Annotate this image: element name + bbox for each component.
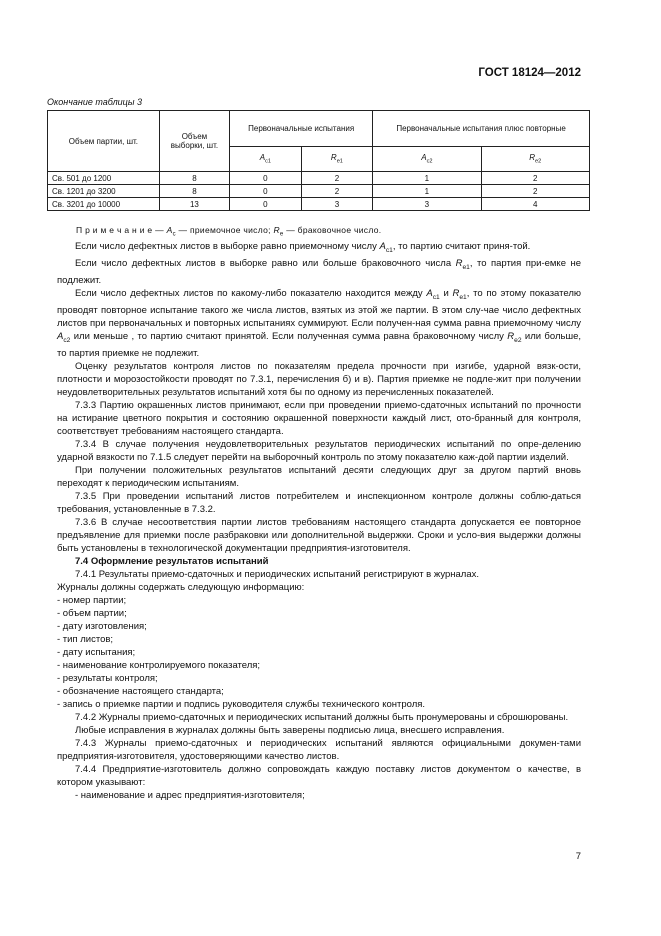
list-item: - тип листов;	[57, 633, 114, 645]
list-item: - обозначение настоящего стандарта;	[57, 685, 224, 697]
table-caption: Окончание таблицы 3	[47, 97, 142, 107]
paragraph: 7.4.4 Предприятие-изготовитель должно сопровождать каждую поставку листов документом о качестве, в котором указывают:	[57, 763, 581, 788]
list-item: - наименование и адрес предприятия-изготовителя;	[75, 789, 305, 801]
paragraph: Любые исправления в журналах должны быть заверены подписью лица, внесшего исправления.	[75, 724, 505, 736]
sub-header-ac1: $A_{c1}$	[230, 147, 302, 172]
list-item: - наименование контролируемого показателя;	[57, 659, 261, 671]
paragraph: 7.4.2 Журналы приемо-сдаточных и периодических испытаний должны быть пронумерованы и сброшюрованы.	[75, 711, 569, 723]
col-header-lot-volume: Объем партии, шт.	[48, 111, 160, 172]
table-row: Св. 501 до 1200 8 0 2 1 2	[48, 172, 590, 185]
body-text	[57, 240, 581, 802]
col-header-sample-volume: Объем выборки, шт.	[159, 111, 229, 172]
paragraph: 7.3.4 В случае получения неудовлетворительных результатов периодических испытаний по опре-делению ударной вязкости по 7.1.5 следует перейти на выборочный контроль по этому показателю каж-дой партии изделий.	[57, 438, 581, 463]
paragraph: Если число дефектных листов в выборке равно или больше браковочного числа $R_{e1}$, то партия при-емке не подлежит.	[57, 257, 581, 286]
document-code: ГОСТ 18124—2012	[478, 67, 581, 79]
col-header-initial: Первоначальные испытания	[230, 111, 373, 147]
paragraph: 7.4.1 Результаты приемо-сдаточных и периодических испытаний регистрируют в журналах.	[75, 568, 480, 580]
paragraph: Если число дефектных листов в выборке равно приемочному числу $A_{c1}$, то партию считают приня-той.	[75, 241, 531, 254]
section-heading: 7.4 Оформление результатов испытаний	[75, 555, 269, 567]
sub-header-re1: $R_{e1}$	[301, 147, 373, 172]
paragraph: Журналы должны содержать следующую информацию:	[57, 581, 305, 593]
table-note: П р и м е ч а н и е — $A_c$ — приемочное число; $R_e$ — браковочное число.	[76, 225, 382, 238]
table-row: Св. 1201 до 3200 8 0 2 1 2	[48, 185, 590, 198]
acceptance-table	[47, 110, 590, 211]
col-header-initial-plus-repeat: Первоначальные испытания плюс повторные	[373, 111, 590, 147]
list-item: - объем партии;	[57, 607, 127, 619]
paragraph: Оценку результатов контроля листов по показателям предела прочности при изгибе, ударной вязк-ости, плотности и морозостойкости проводят по 7.3.1, перечисления б) и в). Партия приемке не подле-жит при получении неудовлетворительных результатов испытаний хотя бы по одному из перечисленных показателей.	[57, 360, 581, 398]
paragraph: При получении положительных результатов испытаний десяти следующих друг за другом партий вновь переходят к периодическим испытаниям.	[57, 464, 581, 489]
list-item: - результаты контроля;	[57, 672, 158, 684]
paragraph: 7.3.3 Партию окрашенных листов принимают, если при проведении приемо-сдаточных испытаний по прочности на истирание цветного покрытия и состоянию окрашенной поверхности каждый лист, ото-бранный для контроля, соответствует требованиям настоящего стандарта.	[57, 399, 581, 437]
paragraph: 7.3.5 При проведении испытаний листов потребителем и инспекционном контроле должны соблю-даться требования, установленные в 7.3.2.	[57, 490, 581, 515]
paragraph: 7.3.6 В случае несоответствия партии листов требованиям настоящего стандарта допускается ее повторное предъявление для приемки после разбраковки или дополнительной выдержки. Сроки и усло-вия выдержки должны быть установлены в технологической документации предприятия-изготовителя.	[57, 516, 581, 554]
list-item: - запись о приемке партии и подпись руководителя службы технического контроля.	[57, 698, 426, 710]
table-row: Св. 3201 до 10000 13 0 3 3 4	[48, 198, 590, 211]
paragraph: Если число дефектных листов по какому-либо показателю находится между $A_{c1}$ и $R_{e1}$, то по этому показателю проводят повторное испытание такого же числа листов, взятых из этой же партии. В этом слу-чае число дефектных листов при первоначальных и повторных испытаниях суммируют. Если получен-ная сумма равна приемочному числу $A_{c2}$ или меньше , то партию считают принятой. Если полученная сумма равна браковочному числу $R_{e2}$ или больше, то партия приемке не подлежит.	[57, 287, 582, 359]
list-item: - дату испытания;	[57, 646, 136, 658]
list-item: - дату изготовления;	[57, 620, 147, 632]
paragraph: 7.4.3 Журналы приемо-сдаточных и периодических испытаний являются официальными докумен-тами предприятия-изготовителя, удостоверяющими качество листов.	[57, 737, 581, 762]
sub-header-ac2: $A_{c2}$	[373, 147, 481, 172]
sub-header-re2: $R_{e2}$	[481, 147, 589, 172]
page-number: 7	[575, 851, 581, 862]
list-item: - номер партии;	[57, 594, 127, 606]
